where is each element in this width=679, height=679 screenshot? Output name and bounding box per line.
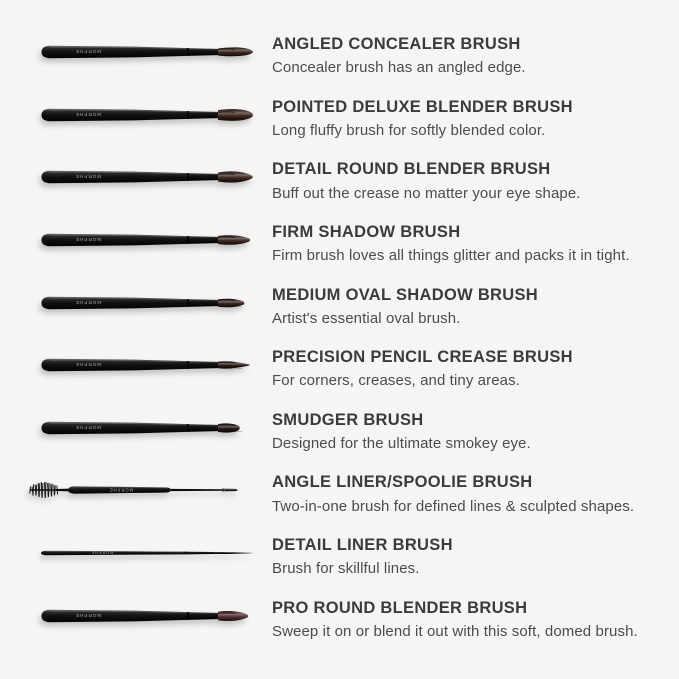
brush-description: Buff out the crease no matter your eye shape. — [272, 184, 581, 202]
brush-image-col — [0, 603, 272, 629]
brand-label: MORPHE — [74, 425, 102, 431]
brush-description: Brush for skillful lines. — [272, 560, 420, 578]
brush-description: Firm brush loves all things glitter and packs it in tight. — [272, 247, 630, 265]
brush-text-col — [272, 286, 679, 328]
brush-image-col — [0, 540, 272, 566]
brush-image-col — [0, 102, 272, 128]
brush-row — [0, 459, 679, 522]
brand-label: MORPHE — [74, 612, 102, 618]
brush-name: POINTED DELUXE BLENDER BRUSH — [272, 97, 573, 116]
brush-name: ANGLED CONCEALER BRUSH — [272, 35, 521, 54]
brush-name: DETAIL LINER BRUSH — [272, 535, 453, 554]
brush-description: Two-in-one brush for defined lines & sculpted shapes. — [272, 497, 635, 515]
brand-label: MORPHE — [74, 362, 102, 368]
pro-round-blender-brush-icon — [38, 603, 258, 629]
brush-description: Long fluffy brush for softly blended color. — [272, 121, 546, 139]
brand-label: MORPHE — [74, 299, 102, 305]
brush-image-col — [0, 39, 272, 65]
brush-image-col — [0, 164, 272, 190]
brush-name: ANGLE LINER/SPOOLIE BRUSH — [272, 473, 533, 492]
brush-description: For corners, creases, and tiny areas. — [272, 372, 520, 390]
brush-row — [0, 21, 679, 84]
brush-row — [0, 84, 679, 147]
brush-list — [0, 21, 679, 647]
brush-name: PRECISION PENCIL CREASE BRUSH — [272, 348, 573, 367]
brush-row — [0, 334, 679, 397]
brush-row — [0, 209, 679, 272]
brush-text-col — [272, 160, 679, 202]
brand-label: MORPHE — [74, 237, 102, 243]
angled-concealer-brush-icon — [38, 39, 258, 65]
brush-name: PRO ROUND BLENDER BRUSH — [272, 598, 528, 617]
brush-name: DETAIL ROUND BLENDER BRUSH — [272, 160, 551, 179]
brush-description: Artist's essential oval brush. — [272, 309, 461, 327]
brush-image-col — [0, 290, 272, 316]
smudger-brush-icon — [38, 415, 258, 441]
detail-liner-brush-icon — [38, 540, 258, 566]
brush-name: SMUDGER BRUSH — [272, 410, 424, 429]
brush-name: MEDIUM OVAL SHADOW BRUSH — [272, 285, 539, 304]
brush-image-col — [0, 227, 272, 253]
brush-description: Sweep it on or blend it out with this soft, domed brush. — [272, 622, 638, 640]
brand-label: MORPHE — [74, 174, 102, 180]
brand-label: MORPHE — [108, 487, 134, 493]
brush-text-col — [272, 348, 679, 390]
detail-round-blender-brush-icon — [38, 164, 258, 190]
brush-row — [0, 271, 679, 334]
brush-row — [0, 584, 679, 647]
brush-text-col — [272, 98, 679, 140]
brand-label: MORPHE — [74, 49, 102, 55]
medium-oval-shadow-brush-icon — [38, 290, 258, 316]
brush-image-col — [0, 415, 272, 441]
brush-image-col — [0, 477, 272, 503]
brush-text-col — [272, 599, 679, 641]
brush-text-col — [272, 536, 679, 578]
brand-label: MORPHE — [74, 112, 102, 118]
angle-liner-spoolie-brush-icon — [28, 477, 248, 503]
brush-text-col — [272, 411, 679, 453]
brush-row — [0, 522, 679, 585]
brush-name: FIRM SHADOW BRUSH — [272, 223, 461, 241]
brush-text-col — [272, 473, 679, 515]
brush-description: Designed for the ultimate smokey eye. — [272, 434, 531, 452]
brush-text-col — [272, 223, 679, 265]
brush-row — [0, 397, 679, 460]
precision-pencil-crease-brush-icon — [38, 352, 258, 378]
brand-label: MORPHE — [90, 550, 114, 555]
brush-text-col — [272, 35, 679, 77]
pointed-deluxe-blender-brush-icon — [38, 102, 258, 128]
firm-shadow-brush-icon — [38, 227, 258, 253]
brush-row — [0, 146, 679, 209]
brush-image-col — [0, 352, 272, 378]
brush-description: Concealer brush has an angled edge. — [272, 59, 526, 77]
